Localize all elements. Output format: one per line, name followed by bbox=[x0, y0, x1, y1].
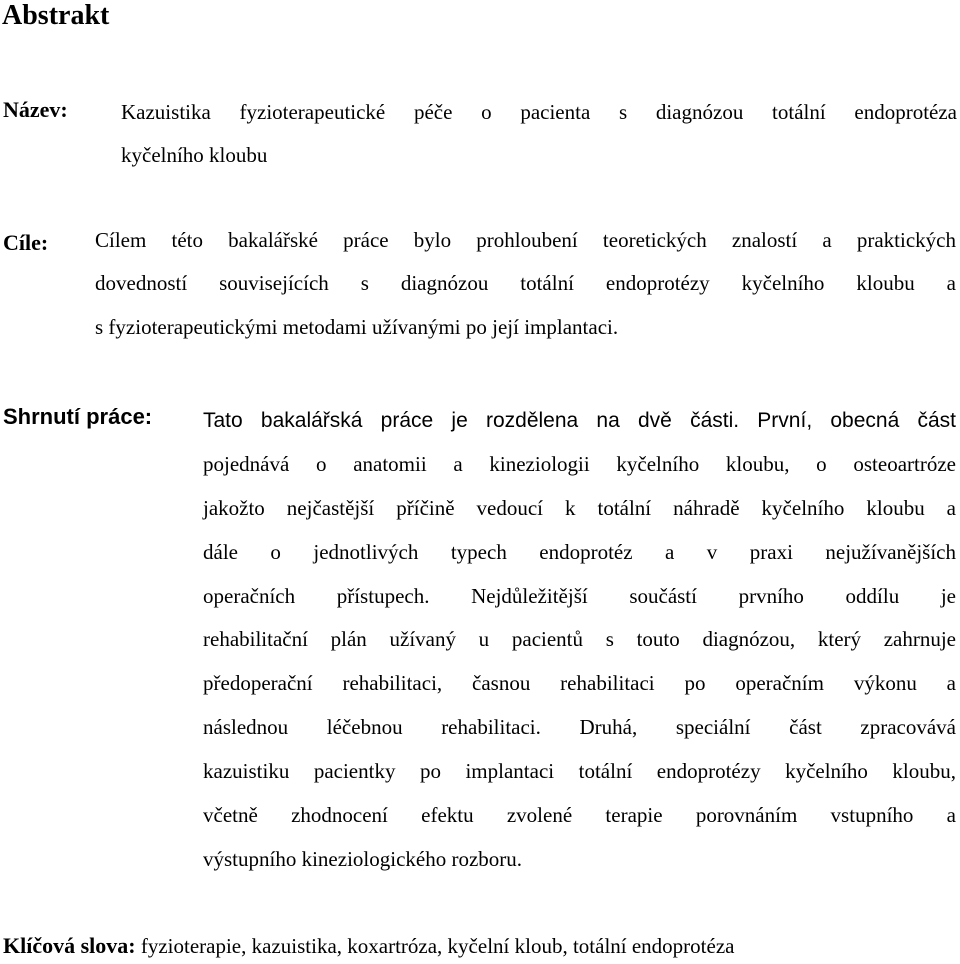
shrnuti-label: Shrnutí práce: bbox=[3, 404, 153, 429]
keywords-label: Klíčová slova: bbox=[3, 933, 136, 958]
nazev-line-1: Kazuistika fyzioterapeutické péče o pacienta s diagnózou totální endoprotéza bbox=[121, 100, 957, 124]
cile-line-1: Cílem této bakalářské práce bylo prohloubení teoretických znalostí a praktických bbox=[95, 228, 956, 252]
shrnuti-line-10: včetně zhodnocení efektu zvolené terapie porovnáním vstupního a bbox=[203, 803, 956, 827]
shrnuti-line-4: dále o jednotlivých typech endoprotéz a v praxi nejužívanějších bbox=[203, 540, 956, 564]
shrnuti-line-6: rehabilitační plán užívaný u pacientů s touto diagnózou, který zahrnuje bbox=[203, 627, 956, 651]
nazev-line-2: kyčelního kloubu bbox=[121, 143, 268, 167]
page-title: Abstrakt bbox=[2, 0, 110, 31]
cile-line-3: s fyzioterapeutickými metodami užívanými po její implantaci. bbox=[95, 315, 619, 339]
keywords-text: fyzioterapie, kazuistika, koxartróza, kyčelní kloub, totální endoprotéza bbox=[135, 934, 735, 958]
shrnuti-line-9: kazuistiku pacientky po implantaci totální endoprotézy kyčelního kloubu, bbox=[203, 759, 956, 783]
shrnuti-line-8: následnou léčebnou rehabilitaci. Druhá, speciální část zpracovává bbox=[203, 715, 956, 739]
cile-label: Cíle: bbox=[3, 230, 49, 255]
shrnuti-line-7: předoperační rehabilitaci, časnou rehabilitaci po operačním výkonu a bbox=[203, 671, 956, 695]
shrnuti-line-11: výstupního kineziologického rozboru. bbox=[203, 847, 523, 871]
nazev-label: Název: bbox=[3, 97, 68, 122]
shrnuti-line-3: jakožto nejčastější příčině vedoucí k totální náhradě kyčelního kloubu a bbox=[203, 496, 956, 520]
shrnuti-line-1: Tato bakalářská práce je rozdělena na dvě části. První, obecná část bbox=[203, 409, 956, 432]
shrnuti-line-5: operačních přístupech. Nejdůležitější součástí prvního oddílu je bbox=[203, 584, 956, 608]
shrnuti-line-2: pojednává o anatomii a kineziologii kyčelního kloubu, o osteoartróze bbox=[203, 452, 956, 476]
cile-line-2: dovedností souvisejících s diagnózou totální endoprotézy kyčelního kloubu a bbox=[95, 271, 956, 295]
keywords-line bbox=[3, 933, 734, 959]
